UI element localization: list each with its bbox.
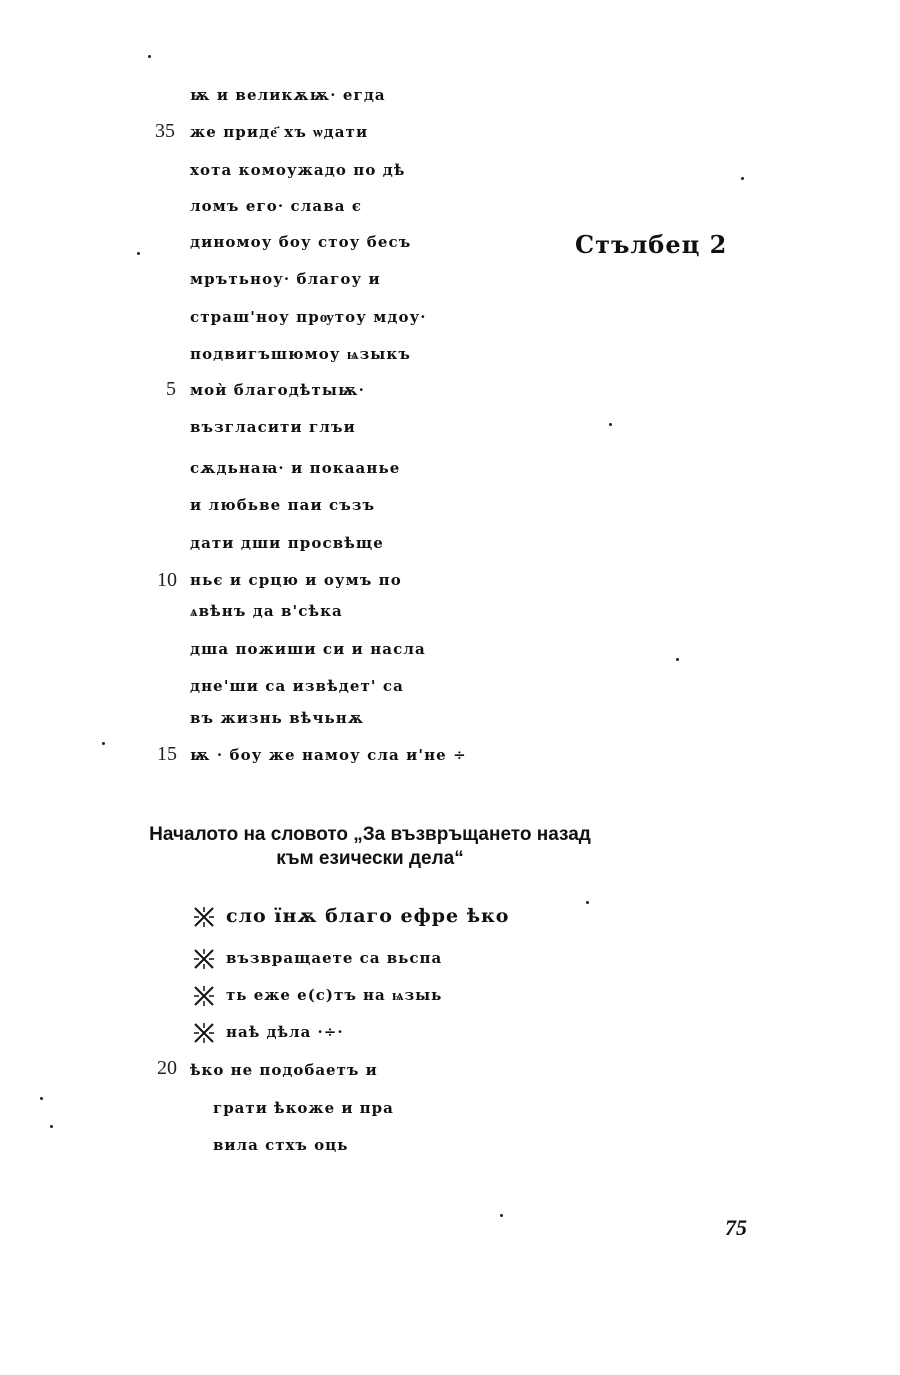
line-number: 35 [155, 120, 175, 142]
section-line [192, 905, 509, 929]
column-line: подвигъшюмоу ѩзыкъ [190, 345, 411, 363]
scan-speck [50, 1125, 53, 1128]
column-line: и любьве паи съзъ [190, 496, 376, 514]
column-line: дати дши просвѣще [190, 534, 384, 552]
scan-speck [137, 252, 140, 255]
section-line [192, 984, 442, 1008]
scan-speck [500, 1214, 503, 1217]
ornamental-cross-icon [192, 1021, 216, 1045]
section-line-text: ѣко не подобаетъ и [190, 1061, 378, 1079]
section-line-text: ть еже е(с)тъ на ѩзыь [226, 986, 443, 1004]
scan-speck [676, 658, 679, 661]
section-line-text: възвращаете са вьспа [226, 949, 443, 967]
section-line-text: вила стхъ оць [213, 1136, 349, 1154]
column-line: ѭ и великѫѭ· егда [190, 86, 386, 104]
ornamental-cross-icon [192, 905, 216, 929]
column-line: мрътьноу· благоу и [190, 270, 381, 288]
section-line-text: наѣ дѣла ·÷· [226, 1023, 344, 1041]
column-line: страш'ноу прѹтоу мдоу· [190, 308, 427, 326]
section-line-text: сло їнѫ благо ефре ѣко [226, 905, 510, 927]
column-line: дне'ши са извѣдет' са [190, 677, 404, 695]
column-line: дша пожиши си и наслa [190, 640, 426, 658]
scan-speck [102, 742, 105, 745]
column-line: же приде҃ хъ ѡдати [190, 123, 369, 141]
line-number: 10 [157, 569, 177, 591]
section-heading [100, 823, 640, 871]
scan-speck [609, 423, 612, 426]
section-line [192, 947, 442, 971]
heading-line-1: Началото на словото „За възвръщането назад [149, 824, 591, 845]
ornamental-cross-icon [192, 984, 216, 1008]
column-line: моѝ благодѣтыѭ· [190, 381, 365, 399]
line-number: 15 [157, 743, 177, 765]
scan-speck [148, 55, 151, 58]
scan-speck [741, 177, 744, 180]
page-number: 75 [725, 1215, 747, 1240]
column-line: сѫдьнаꙗ· и покаанье [190, 459, 401, 477]
heading-line-2: към езически дела“ [276, 848, 464, 869]
column-line: ѧвѣнъ да в'сѣка [190, 602, 343, 620]
section-line [192, 1021, 344, 1045]
column-line: ѭ · боу же намоу сла и'не ÷ [190, 746, 467, 764]
column-line: ломъ его· слава є [190, 197, 363, 215]
section-line-text: грати ѣкоже и пра [213, 1099, 394, 1117]
column-line: ньє и срцю и оумъ по [190, 571, 402, 589]
column-label: Стълбец 2 [575, 230, 728, 259]
ornamental-cross-icon [192, 947, 216, 971]
line-number: 5 [166, 378, 176, 400]
column-line: въ жизнь вѣчьнѫ [190, 709, 365, 727]
column-line: хота комоужадо по дѣ [190, 161, 406, 179]
scan-speck [40, 1097, 43, 1100]
column-line: диномоу боу стоу бесъ [190, 233, 412, 251]
column-line: възгласити глъи [190, 418, 356, 436]
scan-speck [586, 901, 589, 904]
line-number: 20 [157, 1057, 177, 1079]
